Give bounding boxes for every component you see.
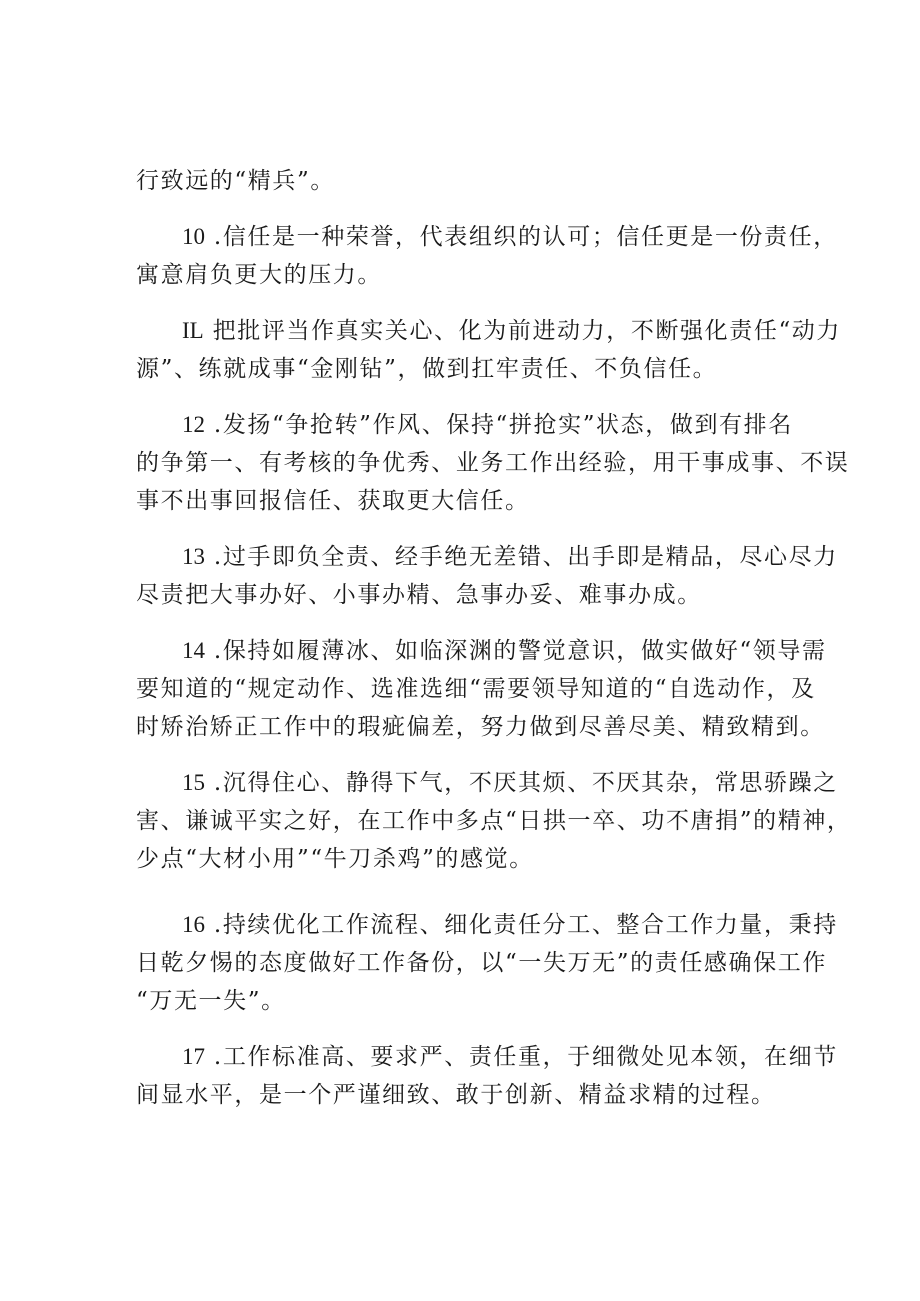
paragraph-16-line-2: 日乾夕惕的态度做好工作备份，以“一失万无”的责任感确保工作 bbox=[136, 950, 827, 976]
paragraph-12-line-3: 事不出事回报信任、获取更大信任。 bbox=[136, 488, 530, 514]
paragraph-11-line-2: 源”、练就成事“金刚钻”，做到扛牢责任、不负信任。 bbox=[136, 356, 718, 382]
item-number: 17 bbox=[182, 1044, 205, 1069]
paragraph-11-line-1: IL 把批评当作真实关心、化为前进动力，不断强化责任“动力 bbox=[182, 318, 841, 344]
paragraph-15-line-1: 15 .沉得住心、静得下气，不厌其烦、不厌其杂，常思骄躁之 bbox=[182, 770, 838, 796]
paragraph-16-line-1: 16 .持续优化工作流程、细化责任分工、整合工作力量，秉持 bbox=[182, 912, 838, 938]
paragraph-12-line-1: 12 .发扬“争抢转”作风、保持“拼抢实”状态，做到有排名 bbox=[182, 412, 793, 438]
paragraph-17-line-1: 17 .工作标准高、要求严、责任重，于细微处见本领，在细节 bbox=[182, 1044, 838, 1070]
paragraph-10-line-2: 寓意肩负更大的压力。 bbox=[136, 262, 382, 288]
paragraph-17-line-2: 间显水平，是一个严谨细致、敢于创新、精益求精的过程。 bbox=[136, 1082, 776, 1108]
paragraph-line: 行致远的“精兵”。 bbox=[136, 168, 335, 194]
paragraph-13-line-2: 尽责把大事办好、小事办精、急事办妥、难事办成。 bbox=[136, 582, 702, 608]
paragraph-15-line-3: 少点“大材小用”“牛刀杀鸡”的感觉。 bbox=[136, 846, 534, 872]
item-number: 13 bbox=[182, 544, 205, 569]
paragraph-14-line-2: 要知道的“规定动作、选准选细“需要领导知道的“自选动作，及 bbox=[136, 676, 816, 702]
item-number: IL bbox=[182, 318, 204, 343]
paragraph-14-line-3: 时矫治矫正工作中的瑕疵偏差，努力做到尽善尽美、精致精到。 bbox=[136, 714, 825, 740]
paragraph-13-line-1: 13 .过手即负全责、经手绝无差错、出手即是精品，尽心尽力 bbox=[182, 544, 838, 570]
paragraph-14-line-1: 14 .保持如履薄冰、如临深渊的警觉意识，做实做好“领导需 bbox=[182, 638, 827, 664]
paragraph-16-line-3: “万无一失”。 bbox=[136, 988, 286, 1014]
paragraph-10-line-1: 10 .信任是一种荣誉，代表组织的认可；信任更是一份责任， bbox=[182, 224, 838, 250]
item-number: 14 bbox=[182, 638, 205, 663]
item-number: 12 bbox=[182, 412, 205, 437]
paragraph-12-line-2: 的争第一、有考核的争优秀、业务工作出经验，用干事成事、不误 bbox=[136, 450, 850, 476]
item-number: 10 bbox=[182, 224, 205, 249]
paragraph-15-line-2: 害、谦诚平实之好，在工作中多点“日拱一卒、功不唐捐”的精神， bbox=[136, 808, 852, 834]
item-number: 16 bbox=[182, 912, 205, 937]
item-number: 15 bbox=[182, 770, 205, 795]
